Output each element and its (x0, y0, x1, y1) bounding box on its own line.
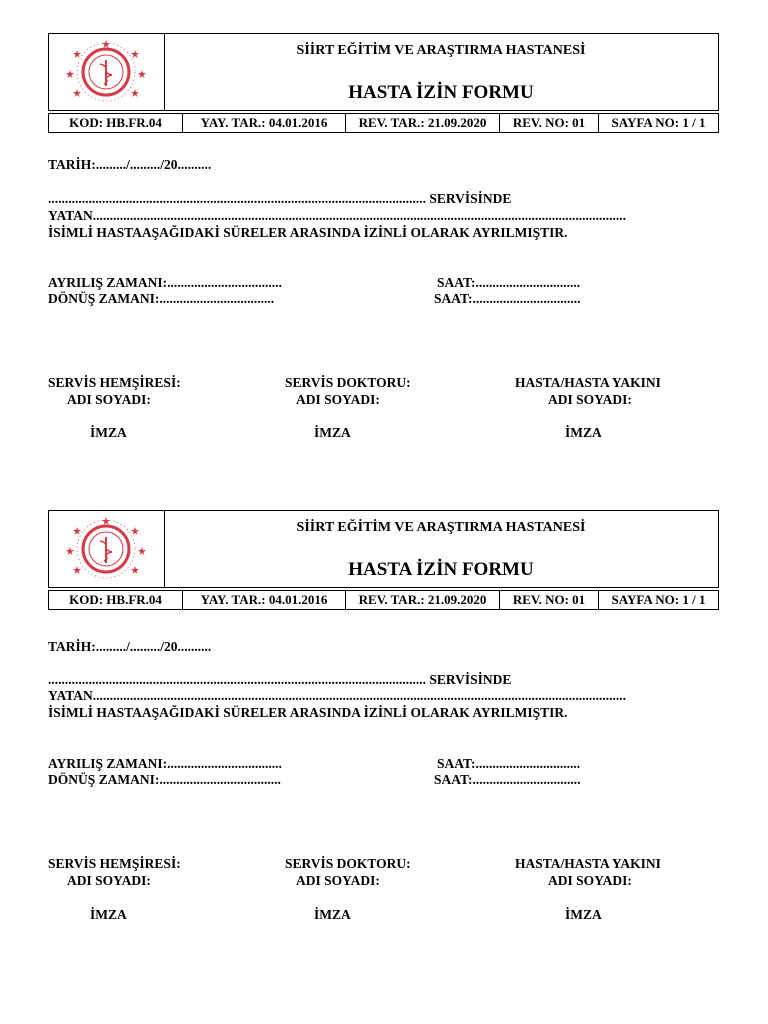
permission-form-2 (0, 477, 768, 957)
logo-cell (49, 511, 165, 587)
meta-row (48, 113, 719, 133)
relative-name-label: ADI SOYADI: (548, 392, 632, 407)
relative-role: HASTA/HASTA YAKINI (515, 375, 661, 390)
relative-signature[interactable]: İMZA (565, 907, 602, 922)
hospital-name: SİİRT EĞİTİM VE ARAŞTIRMA HASTANESİ (296, 520, 586, 535)
ministry-of-health-seal-icon (66, 517, 146, 581)
departure-time-field[interactable]: AYRILIŞ ZAMANI:.................................. (48, 275, 282, 290)
departure-time-field[interactable]: AYRILIŞ ZAMANI:.................................. (48, 756, 282, 771)
nurse-role: SERVİS HEMŞİRESİ: (48, 856, 181, 871)
service-field[interactable]: ................................................................................................................ SERVİSİNDE (48, 191, 512, 206)
nurse-name-label: ADI SOYADI: (67, 392, 151, 407)
return-hour-field[interactable]: SAAT:................................ (434, 291, 581, 306)
doctor-name-label: ADI SOYADI: (296, 392, 380, 407)
return-hour-field[interactable]: SAAT:................................ (434, 772, 581, 787)
logo-cell (49, 34, 165, 110)
statement-text: İSİMLİ HASTAAŞAĞIDAKİ SÜRELER ARASINDA İZİNLİ OLARAK AYRILMIŞTIR. (48, 225, 568, 240)
nurse-name-label: ADI SOYADI: (67, 873, 151, 888)
nurse-signature[interactable]: İMZA (90, 425, 127, 440)
doctor-signature[interactable]: İMZA (314, 425, 351, 440)
form-title: HASTA İZİN FORMU (348, 82, 534, 103)
service-field[interactable]: ................................................................................................................ SERVİSİNDE (48, 672, 512, 687)
doctor-name-label: ADI SOYADI: (296, 873, 380, 888)
ministry-of-health-seal-icon (66, 40, 146, 104)
nurse-role: SERVİS HEMŞİRESİ: (48, 375, 181, 390)
form-header (48, 510, 719, 588)
page-number-cell: SAYFA NO: 1 / 1 (611, 115, 706, 130)
departure-hour-field[interactable]: SAAT:............................... (437, 756, 581, 771)
page-number-cell: SAYFA NO: 1 / 1 (611, 592, 706, 607)
permission-form-1 (0, 0, 768, 480)
doctor-role: SERVİS DOKTORU: (285, 856, 411, 871)
nurse-signature[interactable]: İMZA (90, 907, 127, 922)
revision-date-cell: REV. TAR.: 21.09.2020 (346, 591, 500, 609)
statement-text: İSİMLİ HASTAAŞAĞIDAKİ SÜRELER ARASINDA İZİNLİ OLARAK AYRILMIŞTIR. (48, 705, 568, 720)
doctor-signature[interactable]: İMZA (314, 907, 351, 922)
form-header (48, 33, 719, 111)
revision-number-cell: REV. NO: 01 (500, 591, 599, 609)
relative-name-label: ADI SOYADI: (548, 873, 632, 888)
revision-date-cell: REV. TAR.: 21.09.2020 (346, 114, 500, 132)
doctor-role: SERVİS DOKTORU: (285, 375, 411, 390)
meta-row (48, 590, 719, 610)
patient-field[interactable]: YATAN.............................................................................................................................................................. (48, 688, 627, 703)
return-time-field[interactable]: DÖNÜŞ ZAMANI:.................................... (48, 772, 281, 787)
form-title: HASTA İZİN FORMU (348, 559, 534, 580)
relative-signature[interactable]: İMZA (565, 425, 602, 440)
publish-date-cell: YAY. TAR.: 04.01.2016 (183, 114, 346, 132)
code-cell: KOD: HB.FR.04 (49, 114, 183, 132)
patient-field[interactable]: YATAN.............................................................................................................................................................. (48, 208, 627, 223)
hospital-name: SİİRT EĞİTİM VE ARAŞTIRMA HASTANESİ (296, 43, 586, 58)
departure-hour-field[interactable]: SAAT:............................... (437, 275, 581, 290)
date-field[interactable]: TARİH:........./........./20.......... (48, 639, 212, 654)
code-cell: KOD: HB.FR.04 (49, 591, 183, 609)
publish-date-cell: YAY. TAR.: 04.01.2016 (183, 591, 346, 609)
return-time-field[interactable]: DÖNÜŞ ZAMANI:.................................. (48, 291, 275, 306)
date-field[interactable]: TARİH:........./........./20.......... (48, 157, 212, 172)
revision-number-cell: REV. NO: 01 (500, 114, 599, 132)
relative-role: HASTA/HASTA YAKINI (515, 856, 661, 871)
